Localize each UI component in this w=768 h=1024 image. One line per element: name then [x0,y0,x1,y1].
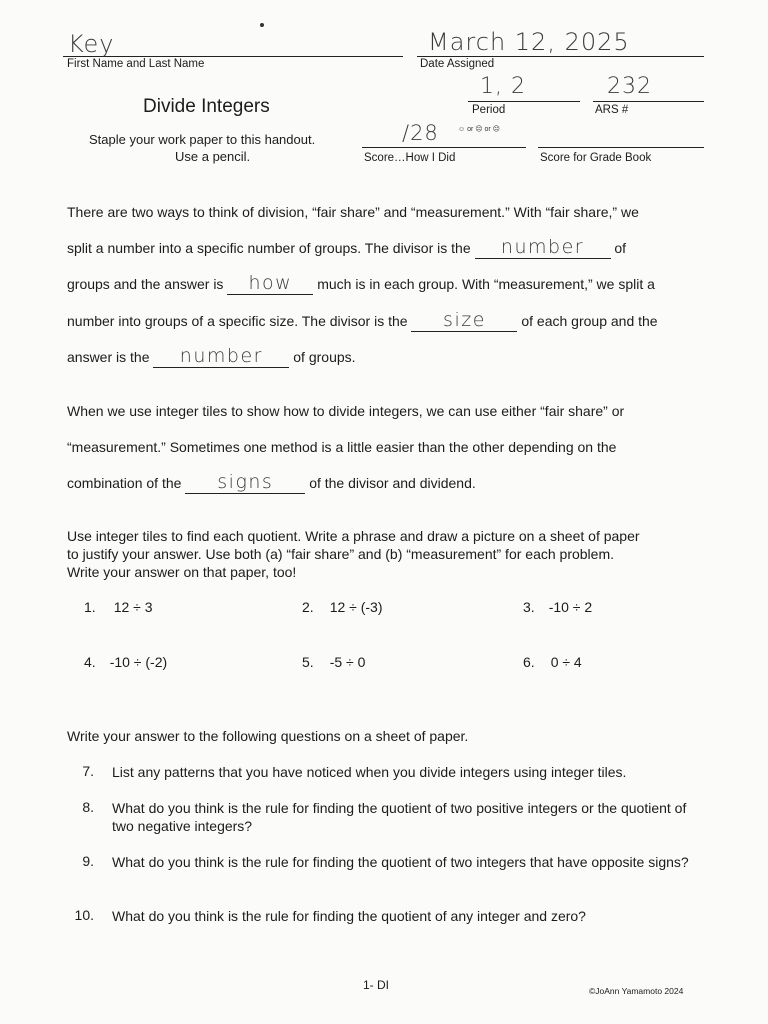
problem-number: 1. [84,599,96,615]
pencil-mark [260,23,264,27]
intro-text: groups and the answer is [67,276,224,292]
tiles-line-3 [67,473,476,494]
question-10-text: What do you think is the rule for finding the quotient of any integer and zero? [112,908,586,924]
answer-blank-2[interactable] [227,274,313,295]
problem-expression: 0 ÷ 4 [550,654,582,670]
date-line [417,56,704,57]
intro-line-5 [67,347,356,368]
problem-expression: 12 ÷ (-3) [329,599,383,615]
directions-line-1 [67,527,640,545]
problem-6 [523,654,582,670]
intro-text: of each group and the [521,313,658,329]
date-value: March 12, 2025 [428,28,630,56]
question-9-text: What do you think is the rule for finding the quotient of two integers that have opposite signs? [112,854,689,870]
problem-number: 4. [84,654,96,670]
problem-number: 5. [302,654,314,670]
problem-5 [302,654,365,670]
intro-line-2 [67,238,626,259]
name-value: Key [68,30,115,58]
tiles-line-1 [67,401,624,421]
question-7-text: List any patterns that you have noticed when you divide integers using integer tiles. [112,764,627,780]
intro-text: number into groups of a specific size. The divisor is the [67,313,408,329]
answer-blank-1[interactable] [475,238,611,259]
instruction-pencil: Use a pencil. [175,149,251,164]
intro-text: There are two ways to think of division, “fair share” and “measurement.” With “fair share,” we [67,204,639,220]
question-8-text: What do you think is the rule for finding the quotient of two positive integers or the quotient of two negative integers? [112,800,687,834]
question-7-number: 7. [82,763,94,779]
ars-value: 232 [607,74,652,99]
answer-value: size [443,309,486,331]
problem-expression: -10 ÷ 2 [548,599,593,615]
answer-value: number [179,345,263,367]
copyright: ©JoAnn Yamamoto 2024 [589,986,684,996]
tiles-text: combination of the [67,475,182,491]
page-title: Divide Integers [143,96,270,117]
problem-4 [84,654,167,670]
tiles-line-2 [67,437,616,457]
directions-text: to justify your answer. Use both (a) “fair share” and (b) “measurement” for each problem. [67,546,614,562]
problem-number: 2. [302,599,314,615]
intro-text: much is in each group. With “measurement,” we split a [317,276,655,292]
name-line [63,56,403,57]
intro-text: of [614,240,627,256]
name-label: First Name and Last Name [67,58,205,70]
answer-value: number [500,236,585,258]
ars-line [593,101,704,102]
question-9-number: 9. [82,853,94,869]
problem-expression: -10 ÷ (-2) [109,654,168,670]
intro-line-3 [67,274,655,295]
directions-line-3 [67,563,296,581]
answer-blank-3[interactable] [411,311,517,332]
score-faces: ☺ or ☹ or ☹ [458,126,500,133]
directions-text: Write your answer on that paper, too! [67,564,297,580]
gradebook-label: Score for Grade Book [540,152,652,164]
tiles-text: When we use integer tiles to show how to divide integers, we can use either “fair share” or [67,403,625,419]
intro-line-4 [67,311,658,332]
gradebook-line [538,147,704,148]
score-value: /28 [402,121,439,145]
problem-expression: -5 ÷ 0 [329,654,366,670]
period-line [468,101,580,102]
intro-text: of groups. [293,349,356,365]
page-code: 1- DI [363,978,390,992]
score-line [362,147,526,148]
intro-line-1 [67,202,639,222]
question-10-number: 10. [74,907,94,923]
date-label: Date Assigned [420,58,495,70]
problem-expression: 12 ÷ 3 [113,599,153,615]
ars-label: ARS # [595,104,629,116]
answer-value: how [248,272,293,294]
period-label: Period [472,104,506,116]
score-label: Score…How I Did [364,152,456,164]
answer-blank-4[interactable] [153,347,289,368]
intro-text: answer is the [67,349,150,365]
tiles-text: of the divisor and dividend. [309,475,476,491]
directions-text: Use integer tiles to find each quotient. Write a phrase and draw a picture on a sheet of paper [67,528,640,544]
problem-2 [302,599,383,615]
problem-3 [523,599,592,615]
instruction-staple: Staple your work paper to this handout. [89,132,316,147]
questions-intro: Write your answer to the following questions on a sheet of paper. [67,728,469,744]
problem-1 [84,599,153,615]
problem-number: 3. [523,599,535,615]
answer-value: signs [217,471,274,493]
directions-line-2 [67,545,614,563]
tiles-text: “measurement.” Sometimes one method is a little easier than the other depending on the [67,439,617,455]
question-8-number: 8. [82,799,94,815]
period-value: 1, 2 [480,74,526,99]
problem-number: 6. [523,654,535,670]
intro-text: split a number into a specific number of groups. The divisor is the [67,240,471,256]
answer-blank-5[interactable] [185,473,305,494]
